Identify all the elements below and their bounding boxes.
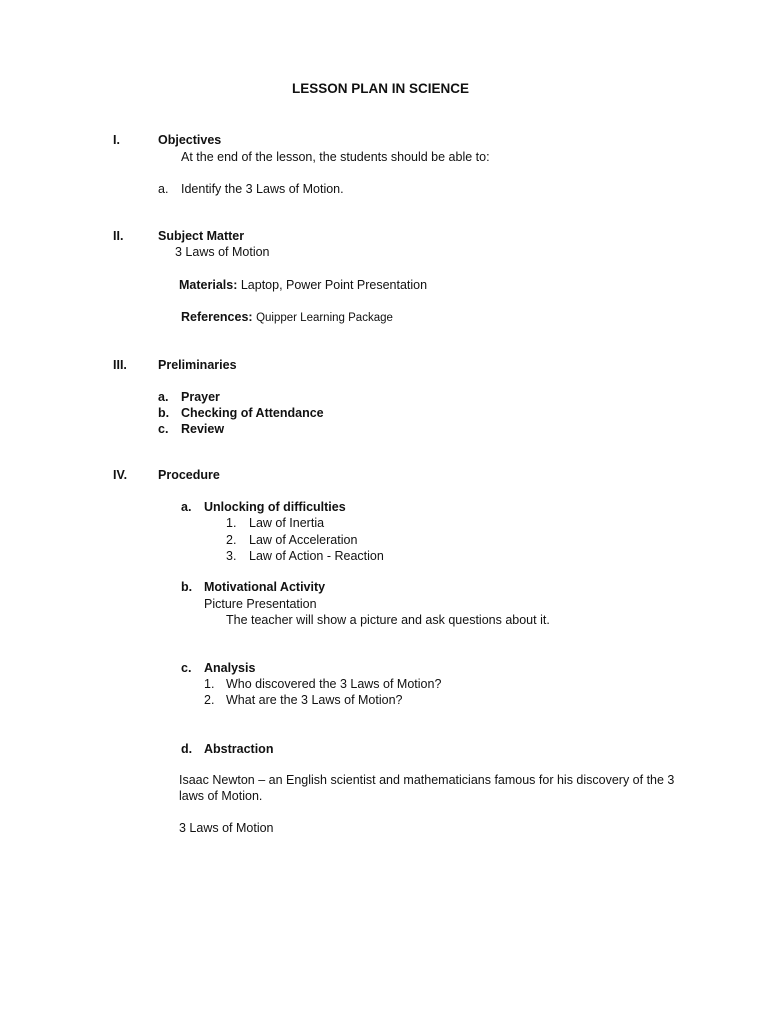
list-marker: 2. — [226, 533, 237, 547]
list-marker: d. — [181, 742, 193, 756]
list-item: Law of Action - Reaction — [249, 549, 384, 563]
list-marker: 3. — [226, 549, 237, 563]
list-marker: b. — [181, 580, 193, 594]
abstraction-paragraph: Isaac Newton – an English scientist and mathematicians famous for his discovery of the 3 laws of Motion. — [179, 773, 675, 803]
list-item: Checking of Attendance — [181, 406, 324, 420]
list-marker: a. — [181, 500, 192, 514]
subsection-heading: Abstraction — [204, 742, 274, 756]
list-item: Review — [181, 422, 225, 436]
motivational-description: The teacher will show a picture and ask questions about it. — [226, 613, 550, 627]
section-heading: Procedure — [158, 468, 220, 482]
list-item: Law of Inertia — [249, 516, 325, 530]
materials-line — [179, 277, 427, 293]
list-marker: c. — [181, 661, 192, 675]
section-numeral: I. — [113, 133, 120, 147]
subsection-heading: Motivational Activity — [204, 580, 326, 594]
list-marker: 1. — [204, 677, 215, 691]
objectives-intro: At the end of the lesson, the students should be able to: — [181, 150, 490, 164]
list-marker: b. — [158, 406, 170, 420]
references-value: Quipper Learning Package — [256, 312, 393, 324]
section-heading: Subject Matter — [158, 229, 245, 243]
list-marker: c. — [158, 422, 169, 436]
objective-item: Identify the 3 Laws of Motion. — [181, 182, 344, 196]
section-numeral: III. — [113, 358, 127, 372]
list-marker: a. — [158, 182, 169, 196]
subsection-heading: Unlocking of difficulties — [204, 500, 346, 514]
section-numeral: IV. — [113, 468, 128, 482]
subsection-heading: Analysis — [204, 661, 256, 675]
section-heading: Preliminaries — [158, 358, 237, 372]
list-item: What are the 3 Laws of Motion? — [226, 693, 403, 707]
list-marker: 1. — [226, 516, 237, 530]
abstraction-closing: 3 Laws of Motion — [179, 821, 274, 835]
references-line — [181, 309, 393, 326]
motivational-subheading: Picture Presentation — [204, 597, 317, 611]
list-marker: 2. — [204, 693, 215, 707]
section-heading: Objectives — [158, 133, 222, 147]
list-item: Who discovered the 3 Laws of Motion? — [226, 677, 442, 691]
document-title: LESSON PLAN IN SCIENCE — [292, 81, 470, 96]
references-label: References: — [181, 310, 253, 324]
subject-topic: 3 Laws of Motion — [175, 245, 270, 259]
section-numeral: II. — [113, 229, 124, 243]
materials-label: Materials: — [179, 278, 238, 292]
list-item: Prayer — [181, 390, 220, 404]
materials-value: Laptop, Power Point Presentation — [240, 278, 428, 292]
list-marker: a. — [158, 390, 169, 404]
list-item: Law of Acceleration — [249, 533, 358, 547]
